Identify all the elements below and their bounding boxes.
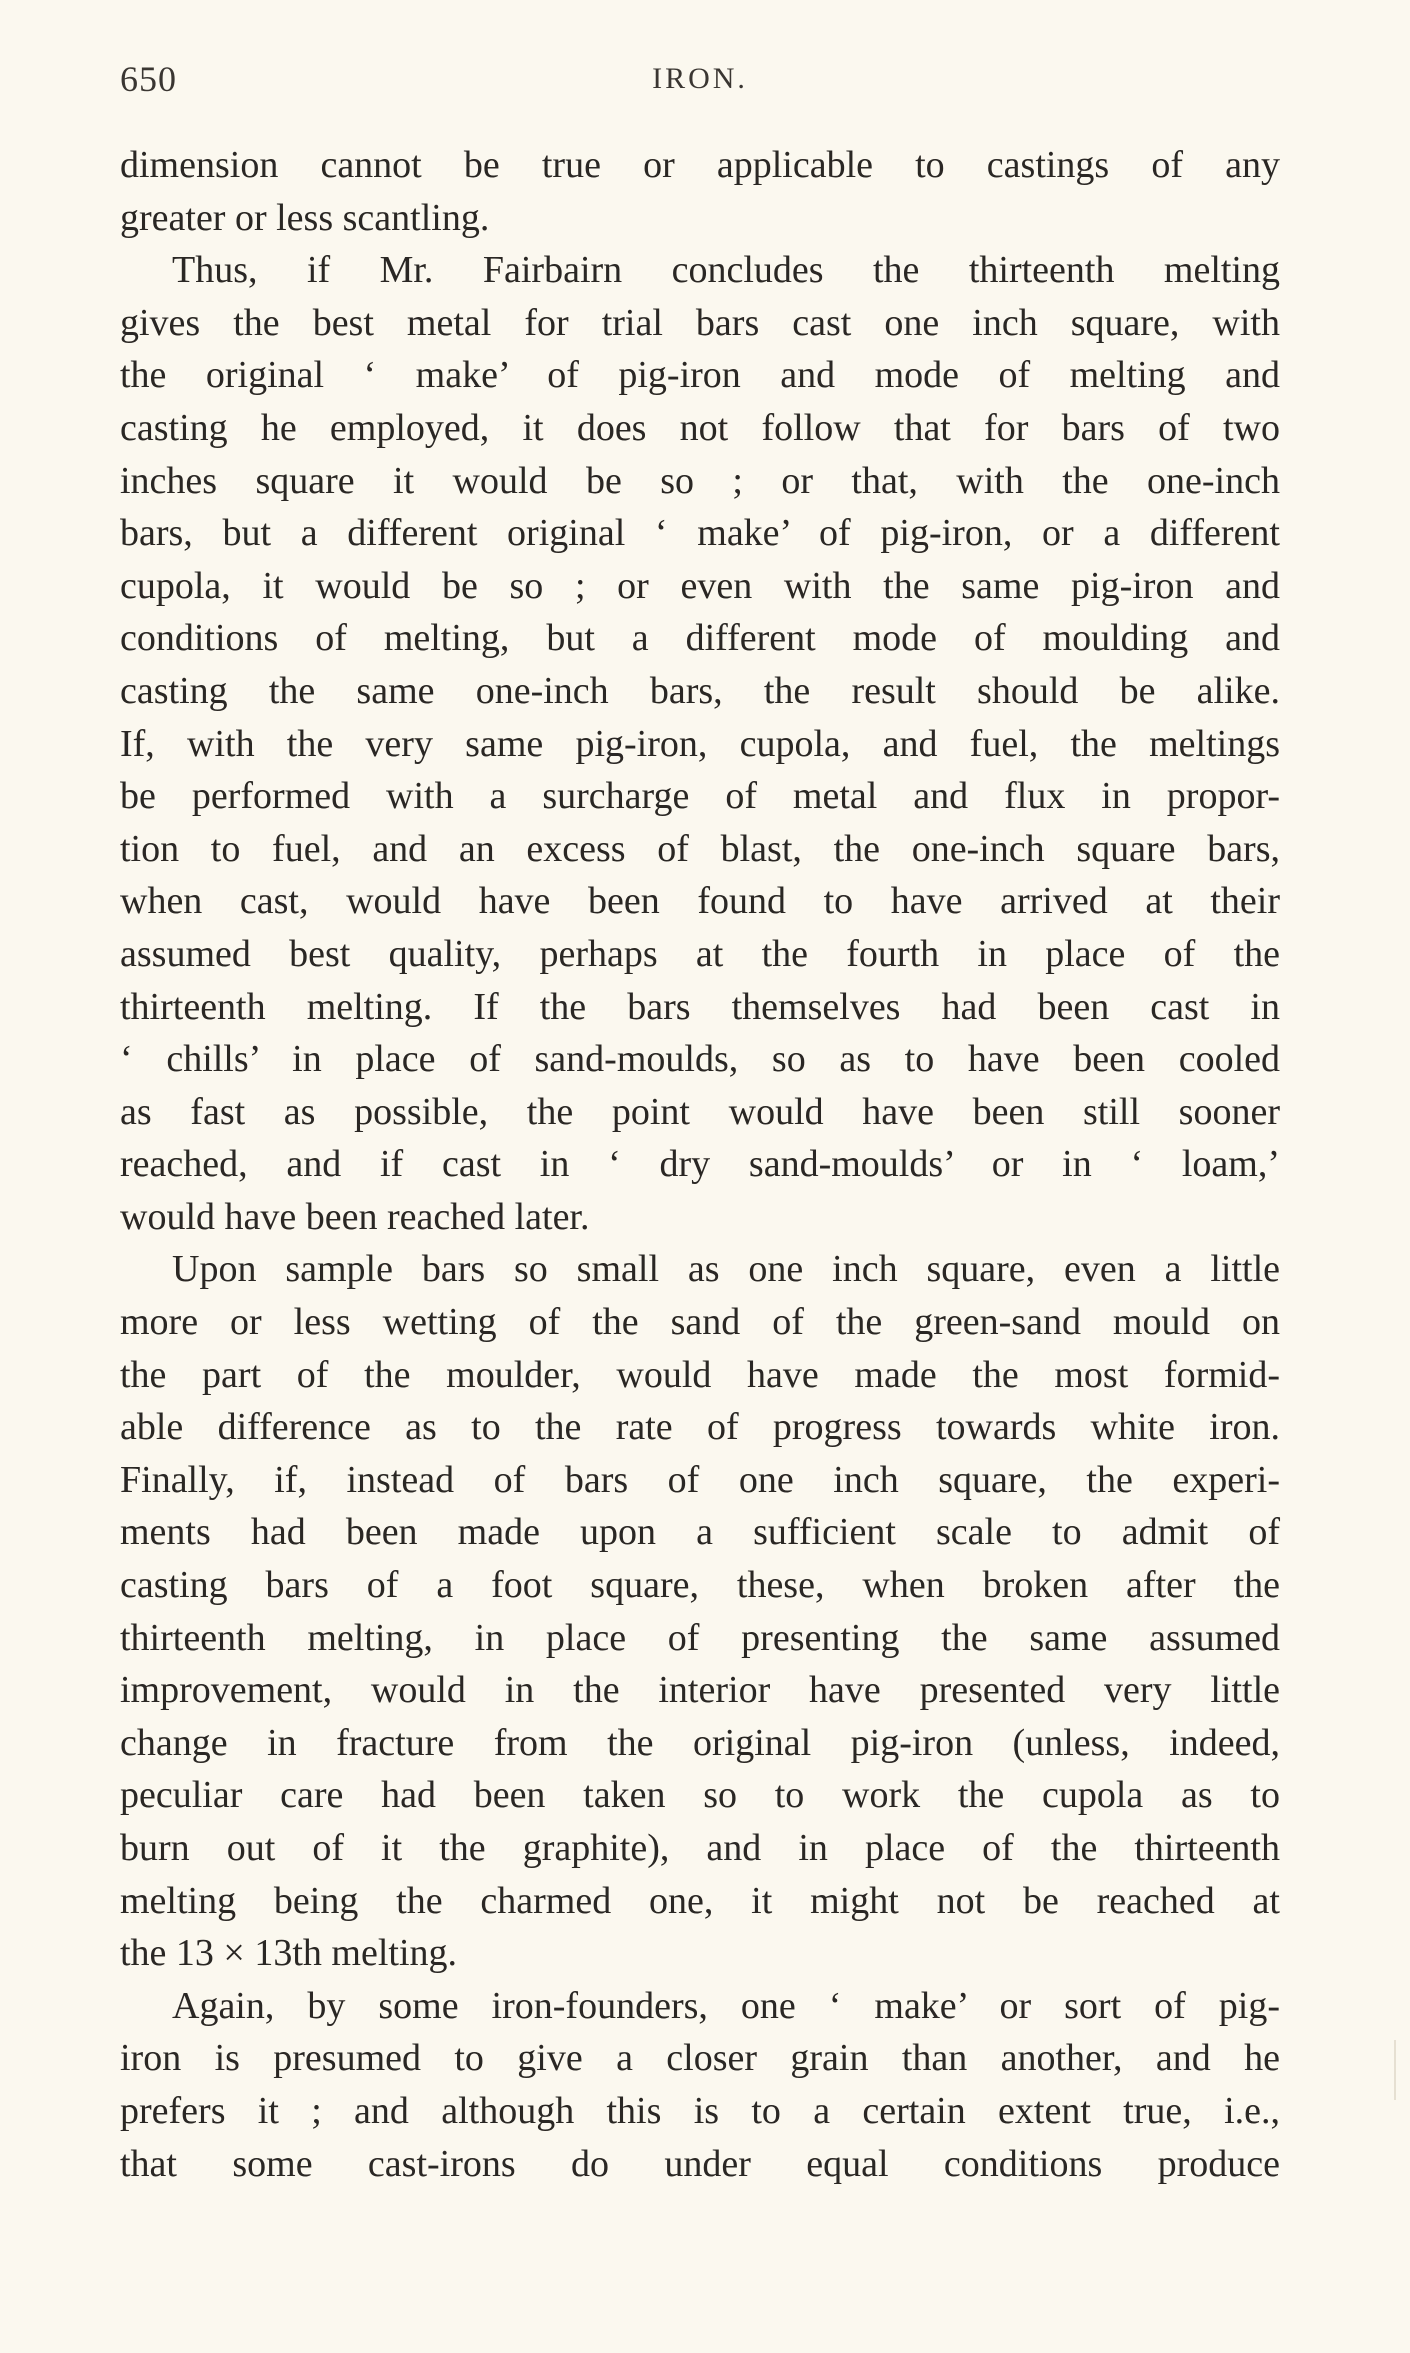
body-text [120,139,1280,2190]
text-line: dimension cannot be true or applicable to castings of any [120,144,1280,186]
margin-mark [1394,2040,1396,2100]
text-line: conditions of melting, but a different mode of moulding and [120,617,1280,660]
text-line: prefers it ; and although this is to a certain extent true, i.e., [120,2089,1280,2132]
text-line: Again, by some iron-founders, one ‘ make’ or sort of pig- [172,1984,1280,2027]
running-head: IRON. [652,62,748,95]
text-line: melting being the charmed one, it might not be reached at [120,1879,1280,1922]
text-line: assumed best quality, perhaps at the fourth in place of the [120,932,1280,975]
text-line: casting bars of a foot square, these, when broken after the [120,1564,1280,1607]
text-line: that some cast-irons do under equal conditions produce [120,2142,1280,2185]
text-line: able difference as to the rate of progress towards white iron. [120,1406,1280,1449]
text-line: ‘ chills’ in place of sand-moulds, so as to have been cooled [120,1038,1280,1081]
text-line: bars, but a different original ‘ make’ of pig-iron, or a different [120,512,1280,555]
text-line: Finally, if, instead of bars of one inch square, the experi- [120,1458,1280,1501]
text-line: peculiar care had been taken so to work the cupola as to [120,1774,1280,1817]
text-line: If, with the very same pig-iron, cupola, and fuel, the meltings [120,722,1280,765]
text-line: be performed with a surcharge of metal and flux in propor- [120,775,1280,818]
text-line: reached, and if cast in ‘ dry sand-moulds’ or in ‘ loam,’ [120,1143,1280,1186]
text-line: gives the best metal for trial bars cast one inch square, with [120,301,1280,344]
text-line: thirteenth melting. If the bars themselves had been cast in [120,985,1280,1028]
text-line: tion to fuel, and an excess of blast, the one-inch square bars, [120,827,1280,870]
text-line: Upon sample bars so small as one inch square, even a little [172,1248,1280,1291]
text-line: inches square it would be so ; or that, with the one-inch [120,459,1280,502]
text-line: ments had been made upon a sufficient scale to admit of [120,1511,1280,1554]
text-line: when cast, would have been found to have arrived at their [120,880,1280,923]
text-line: thirteenth melting, in place of presenting the same assumed [120,1616,1280,1659]
text-line: casting he employed, it does not follow that for bars of two [120,406,1280,449]
text-line: greater or less scantling. [120,196,490,239]
text-line: change in fracture from the original pig-iron (unless, indeed, [120,1721,1280,1764]
page-number: 650 [120,59,177,99]
text-line: burn out of it the graphite), and in place of the thirteenth [120,1827,1280,1869]
text-line: iron is presumed to give a closer grain than another, and he [120,2037,1280,2080]
page-header [120,58,1280,118]
text-line: as fast as possible, the point would have been still sooner [120,1090,1280,1133]
text-line: the original ‘ make’ of pig-iron and mode of melting and [120,354,1280,397]
text-line: would have been reached later. [120,1195,590,1238]
text-line: more or less wetting of the sand of the green-sand mould on [120,1301,1280,1344]
text-line: Thus, if Mr. Fairbairn concludes the thirteenth melting [172,249,1280,292]
text-line: the part of the moulder, would have made the most formid- [120,1353,1280,1396]
text-line: the 13 × 13th melting. [120,1932,458,1975]
text-line: casting the same one-inch bars, the result should be alike. [120,669,1280,712]
text-line: cupola, it would be so ; or even with the same pig-iron and [120,564,1280,607]
text-line: improvement, would in the interior have presented very little [120,1669,1280,1712]
